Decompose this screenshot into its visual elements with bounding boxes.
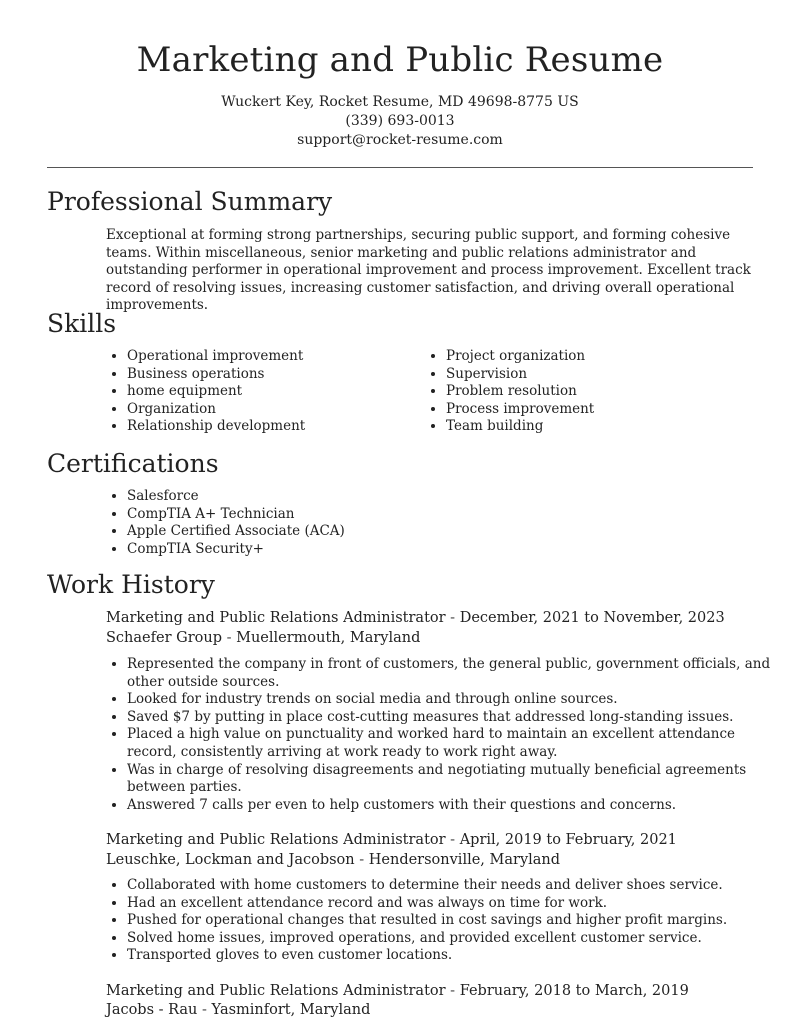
contact-address: Wuckert Key, Rocket Resume, MD 49698-8775 US (221, 94, 579, 110)
job-bullet: • Pushed for operational changes that resulted in cost savings and higher profit margins. (127, 912, 777, 930)
job-location: Muellermouth, Maryland (236, 630, 421, 646)
job-dates: December, 2021 to November, 2023 (459, 610, 725, 626)
skill-item: • Supervision (446, 366, 766, 384)
skill-item: • Organization (127, 401, 427, 419)
job-bullet: • Looked for industry trends on social media and through online sources. (127, 691, 777, 709)
job-role: Marketing and Public Relations Administrator (106, 983, 446, 999)
job-location: Yasminfort, Maryland (211, 1002, 371, 1018)
job-bullets (106, 656, 777, 814)
skill-item: • Team building (446, 418, 766, 436)
certification-item: • CompTIA A+ Technician (127, 506, 767, 524)
separator: - (197, 1002, 212, 1018)
certifications-heading: Certifications (47, 449, 219, 478)
summary-text: Exceptional at forming strong partnerships, securing public support, and forming cohesive teams. Within miscellaneous, senior marketing and public relations administrator and outstanding performer in operational improvement and process improvement. Excellent track record of resolving issues, increasing customer satisfaction, and driving overall operational improvements. (106, 227, 751, 314)
job-bullet: • Answered 7 calls per even to help customers with their questions and concerns. (127, 797, 777, 815)
certification-item: • Apple Certified Associate (ACA) (127, 523, 767, 541)
certifications-list (106, 488, 767, 558)
job-company-line (106, 1001, 370, 1021)
job-company-line (106, 851, 560, 871)
contact-phone: (339) 693-0013 (345, 113, 455, 129)
job-title-line (106, 609, 725, 629)
skills-list-right (425, 348, 766, 436)
job-bullet: • Collaborated with home customers to determine their needs and deliver shoes service. (127, 877, 777, 895)
certification-item: • CompTIA Security+ (127, 541, 767, 559)
skill-item: • Project organization (446, 348, 766, 366)
separator: - (354, 852, 369, 868)
separator: - (445, 983, 460, 999)
skill-item: • Business operations (127, 366, 427, 384)
contact-email: support@rocket-resume.com (297, 132, 503, 148)
job-bullet: • Transported gloves to even customer locations. (127, 947, 777, 965)
resume-name: Marketing and Public Resume (136, 40, 664, 80)
job-company: Jacobs - Rau (106, 1002, 198, 1018)
skills-heading: Skills (47, 309, 117, 338)
skills-list-left (106, 348, 427, 436)
job-location: Hendersonville, Maryland (368, 852, 561, 868)
job-bullet: • Saved $7 by putting in place cost-cutting measures that addressed long-standing issues. (127, 709, 777, 727)
summary-heading: Professional Summary (47, 187, 333, 216)
job-dates: April, 2019 to February, 2021 (459, 832, 677, 848)
certification-item: • Salesforce (127, 488, 767, 506)
job-company: Schaefer Group (106, 630, 222, 646)
job-company-line (106, 629, 420, 649)
job-bullets (106, 877, 777, 965)
skill-item: • home equipment (127, 383, 427, 401)
work-history-heading: Work History (47, 570, 215, 599)
job-role: Marketing and Public Relations Administrator (106, 610, 446, 626)
job-dates: February, 2018 to March, 2019 (459, 983, 689, 999)
job-bullet: • Solved home issues, improved operations, and provided excellent customer service. (127, 930, 777, 948)
job-bullet: • Represented the company in front of customers, the general public, government officials, and other outside sources. (127, 656, 777, 691)
job-bullet: • Had an excellent attendance record and was always on time for work. (127, 895, 777, 913)
skill-item: • Relationship development (127, 418, 427, 436)
skill-item: • Operational improvement (127, 348, 427, 366)
job-bullet: • Was in charge of resolving disagreements and negotiating mutually beneficial agreements between parties. (127, 762, 777, 797)
job-role: Marketing and Public Relations Administrator (106, 832, 446, 848)
job-bullet: • Placed a high value on punctuality and worked hard to maintain an excellent attendance record, consistently arriving at work ready to work right away. (127, 726, 777, 761)
job-company: Leuschke, Lockman and Jacobson (106, 852, 355, 868)
separator: - (445, 832, 460, 848)
skill-item: • Problem resolution (446, 383, 766, 401)
job-title-line (106, 831, 677, 851)
job-title-line (106, 982, 689, 1002)
header-divider (47, 167, 753, 168)
skill-item: • Process improvement (446, 401, 766, 419)
separator: - (445, 610, 460, 626)
separator: - (221, 630, 237, 646)
